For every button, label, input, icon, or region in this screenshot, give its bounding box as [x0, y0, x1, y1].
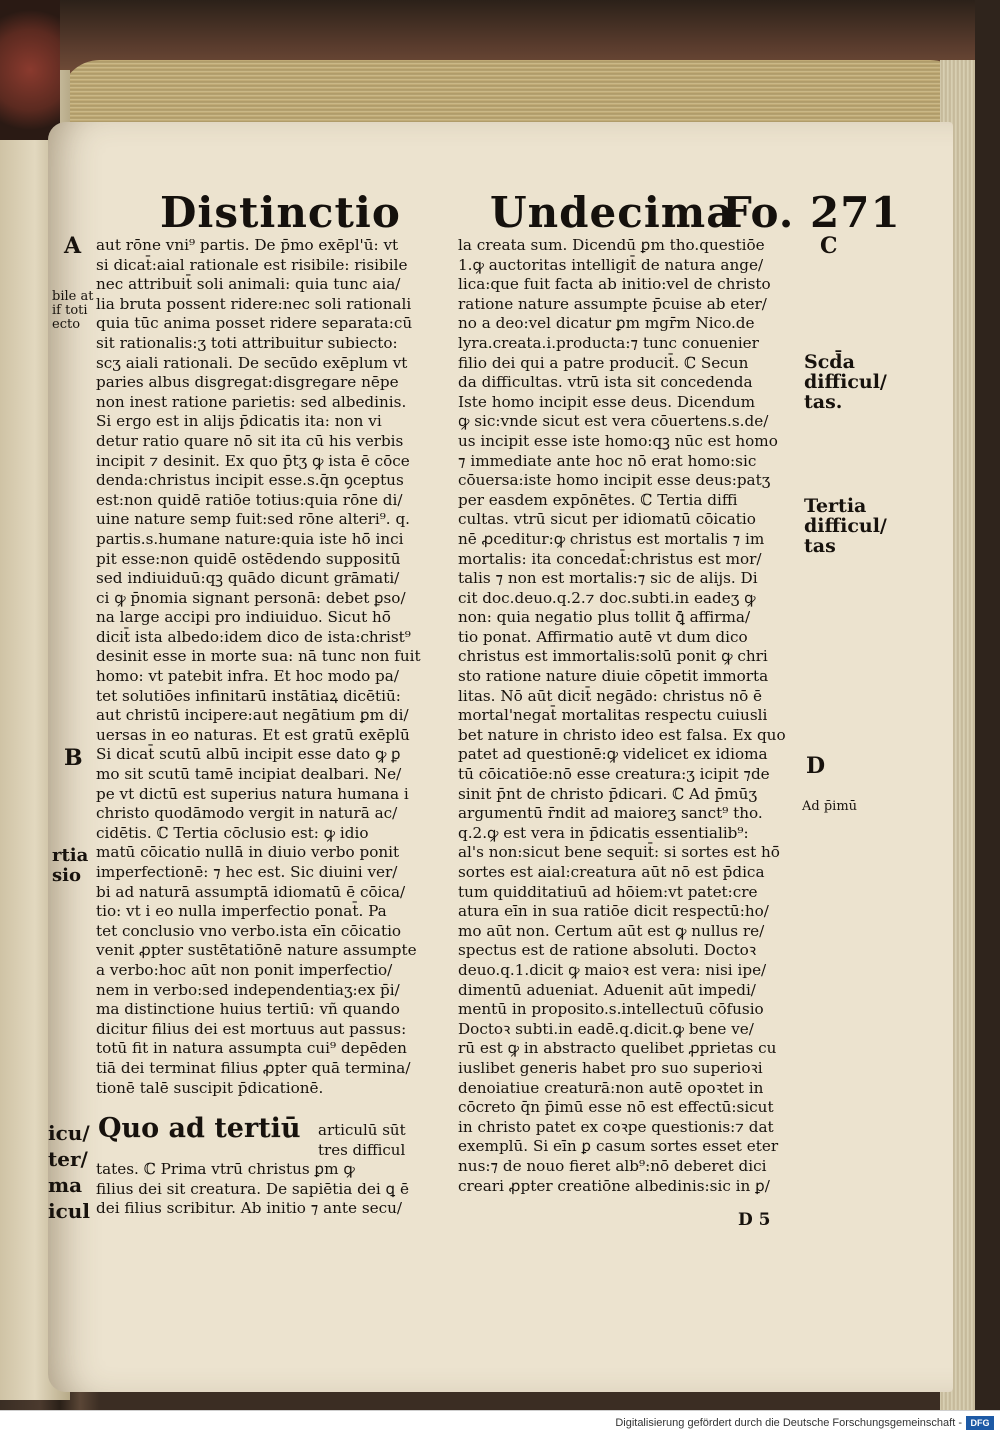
- text-line: mo sit scutū tamē incipiat dealbari. Ne/: [96, 765, 402, 784]
- text-line: in christo patet ex coꝛpe questionis:⁊ dat: [458, 1117, 774, 1136]
- text-line: dei filius scribitur. Ab initio ⁊ ante secu/: [96, 1199, 403, 1218]
- text-line: bet nature in christo ideo est falsa. Ex quo: [458, 725, 786, 744]
- text-line: si dicat̄:aial rationale est risibile: risibile: [96, 255, 408, 274]
- text-line: us incipit esse iste homo:qꝫ nūc est homo: [458, 431, 778, 450]
- text-line: sto ratione nature diuie cōpetit immorta: [458, 667, 769, 686]
- text-line: filius dei sit creatura. De sapiētia dei ꝗ ē: [96, 1179, 409, 1198]
- text-line: deuo.q.1.dicit ꝙ maioꝛ est vera: nisi ipe/: [458, 960, 767, 979]
- quo-heading-continuation: [96, 1160, 440, 1222]
- gloss-line: ter/: [48, 1147, 88, 1171]
- text-line: exemplū. Si eīn ꝑ casum sortes esset eter: [458, 1137, 779, 1156]
- text-line: detur ratio quare nō sit ita cū his verbis: [96, 431, 404, 450]
- text-line: est:non quidē ratiōe totius:quia rōne di/: [96, 490, 403, 509]
- text-line: da difficultas. vtrū ista sit concedenda: [458, 373, 753, 392]
- signature-mark: D 5: [738, 1210, 771, 1230]
- margin-line: Tertia: [804, 495, 867, 517]
- text-line: mentū in proposito.s.intellectuū cōfusio: [458, 1000, 764, 1019]
- running-head-center: Undecima: [490, 188, 735, 237]
- text-line: tio: vt i eo nulla imperfectio ponat̄. Pa: [96, 902, 387, 921]
- gloss-line: ma: [48, 1173, 83, 1197]
- text-line: pit esse:non quidē ostēdendo suppositū: [96, 549, 401, 568]
- gloss-line: icu/: [48, 1121, 90, 1145]
- text-line: sortes est aial:creatura aūt nō est p̄dica: [458, 863, 765, 881]
- text-line: totū fit in natura assumpta cui⁹ depēden: [96, 1039, 407, 1058]
- text-line: incipit ⁊ desinit. Ex quo p̄tʒ ꝙ ista ē cōce: [96, 451, 410, 470]
- text-line: 1.ꝙ auctoritas intelligit̄ de natura ange/: [458, 255, 764, 274]
- text-line: sinit p̄nt de christo p̄dicari. ℂ Ad p̄mūʒ: [458, 784, 758, 803]
- margin-letter-c: C: [820, 233, 838, 259]
- text-line: aut christū incipere:aut negātium ꝑm di/: [96, 706, 409, 725]
- text-line: tū cōicatiōe:nō esse creatura:ʒ icipit ⁊de: [458, 765, 770, 784]
- running-head-left: Distinctio: [160, 188, 401, 237]
- text-line: partis.s.humane nature:quia iste hō̄ inci: [96, 529, 404, 548]
- gloss-line: bile at: [52, 289, 94, 304]
- text-line: q.2.ꝙ est vera in p̄dicatis essentialib⁹:: [458, 823, 749, 842]
- text-line: denda:christus incipit esse.s.q̄n ꝯceptus: [96, 471, 404, 490]
- gloss-line: icul: [48, 1199, 90, 1223]
- gloss-line: sio: [52, 865, 81, 886]
- text-line: quia tūc anima posset ridere separata:cū: [96, 314, 413, 333]
- margin-ad-primum: Ad p̄imū: [802, 799, 858, 814]
- text-line: non: quia negatio plus tollit ꝗ̄ affirma/: [458, 608, 751, 627]
- footer-bar: [0, 1410, 1000, 1438]
- text-line: nus:⁊ de nouo fieret alb⁹:nō deberet dici: [458, 1156, 767, 1175]
- text-line: per easdem expōnētes. ℂ Tertia diffi: [458, 490, 738, 509]
- text-line: argumentū r̄ndit ad maioreʒ sanct⁹ tho.: [458, 804, 763, 823]
- text-line: homo: vt patebit infra. Et hoc modo pa/: [96, 667, 399, 686]
- text-line: patet ad questionē:ꝙ videlicet ex idioma: [458, 745, 768, 764]
- text-line: rū est ꝙ in abstracto quelibet ꝓprietas cu: [458, 1039, 777, 1058]
- binding-spine-left: [0, 0, 60, 140]
- text-line: mortalis: ita concedat̄:christus est mor/: [458, 549, 762, 568]
- margin-line: difficul/: [804, 515, 887, 537]
- text-line: sit rationalis:ʒ toti attribuitur subiecto:: [96, 333, 398, 352]
- dfg-logo: DFG: [966, 1416, 994, 1430]
- text-line: filio dei qui a patre producit̄. ℂ Secun: [458, 353, 749, 372]
- quo-heading-small-2: tres difficul: [318, 1141, 406, 1159]
- text-line: nē ꝓceditur:ꝙ christus est mortalis ⁊ im: [458, 529, 765, 548]
- text-line: ci ꝙ p̄nomia signant personā: debet ꝑso/: [96, 588, 406, 607]
- text-line: na large accipi pro indiuiduo. Sicut hō̄: [96, 608, 391, 627]
- margin-line: Scd̄a: [804, 351, 855, 373]
- left-gloss-3: [48, 1120, 90, 1224]
- text-line: cidētis. ℂ Tertia cōclusio est: ꝙ idio: [96, 823, 369, 842]
- text-line: non inest ratione parietis: sed albedinis.: [96, 392, 407, 411]
- footer-credit: Digitalisierung gefördert durch die Deutsche Forschungsgemeinschaft -: [615, 1417, 962, 1429]
- text-line: iuslibet generis habet pro suo superioꝛi: [458, 1058, 763, 1077]
- text-line: dicitur filius dei est mortuus aut passus:: [96, 1019, 407, 1038]
- text-line: Si dicat̄ scutū albū incipit esse dato ꝙ ꝑ: [96, 745, 401, 764]
- margin-letter-a: A: [64, 233, 82, 259]
- margin-secunda-difficultas: [804, 352, 887, 412]
- text-line: bi ad naturā assumptā idiomatū ē cōica/: [96, 882, 406, 901]
- text-line: no a deo:vel dicatur ꝑm mgr̄m Nico.de: [458, 314, 755, 333]
- margin-line: tas.: [804, 391, 843, 413]
- text-line: matū cōicatio nullā in diuio verbo ponit: [96, 843, 400, 862]
- text-line: ⁊ immediate ante hoc nō erat homo:sic: [458, 451, 757, 470]
- text-line: nem in verbo:sed independentiaʒ:ex p̄i/: [96, 980, 400, 999]
- text-line: tum quidditatiuū ad hōiem:vt patet:cre: [458, 882, 758, 901]
- text-line: atura eīn in sua ratiōe dicit respectū:ho/: [458, 902, 769, 921]
- text-line: christus est immortalis:solū ponit ꝙ chri: [458, 647, 768, 666]
- text-line: Doctoꝛ subti.in eadē.q.dicit.ꝙ bene ve/: [458, 1019, 754, 1038]
- margin-line: tas: [804, 535, 836, 557]
- gloss-line: rtia: [52, 845, 89, 866]
- text-line: Iste homo incipit esse deus. Dicendum: [458, 392, 756, 411]
- text-line: la creata sum. Dicendū ꝑm tho.questiōe: [458, 236, 765, 254]
- folio-number: Fo. 271: [722, 188, 901, 237]
- text-line: aut rōne vni⁹ partis. De p̄mo exēpl'ū: vt: [96, 236, 399, 254]
- text-line: tio ponat. Affirmatio autē vt dum dico: [458, 627, 748, 646]
- text-line: ꝙ sic:vnde sicut est vera cōuertens.s.de/: [458, 412, 769, 431]
- text-line: ma distinctione huius tertiū: vñ quando: [96, 1000, 400, 1019]
- text-line: talis ⁊ non est mortalis:⁊ sic de alijs. Di: [458, 569, 758, 588]
- gloss-line: ecto: [52, 317, 81, 332]
- text-line: tates. ℂ Prima vtrū christus ꝑm ꝙ: [96, 1160, 355, 1178]
- binding-right: [975, 0, 1000, 1410]
- text-column-right: [458, 236, 798, 1216]
- text-line: lica:que fuit facta ab initio:vel de christo: [458, 275, 771, 294]
- quo-ad-tertium-heading: Quo ad tertiū: [98, 1113, 301, 1144]
- text-line: lyra.creata.i.producta:⁊ tunc conuenier: [458, 333, 759, 352]
- text-line: litas. Nō aūt dicit̄ negādo: christus nō ē: [458, 686, 763, 705]
- margin-tertia-difficultas: [804, 496, 887, 556]
- text-line: cit doc.deuo.q.2.⁊ doc.subti.in eadeʒ ꝙ: [458, 588, 756, 607]
- text-line: spectus est de ratione absoluti. Doctoꝛ: [458, 941, 757, 960]
- margin-letter-b: B: [64, 745, 83, 771]
- text-line: imperfectionē: ⁊ hec est. Sic diuini ver/: [96, 863, 398, 881]
- text-line: mo aūt non. Certum aūt est ꝙ nullus re/: [458, 921, 765, 940]
- text-line: cōuersa:iste homo incipit esse deus:patʒ: [458, 471, 771, 490]
- text-line: christo quodāmodo vergit in naturā ac/: [96, 804, 398, 823]
- text-line: uersas in eo naturas. Et est gratū exēplū: [96, 725, 410, 744]
- text-line: cōcreto q̄n p̄imū esse nō est effectū:sicut: [458, 1098, 774, 1117]
- quo-heading-small-1: articulū sūt: [318, 1121, 406, 1139]
- text-line: tionē talē suscipit p̄dicationē.: [96, 1078, 324, 1097]
- text-line: sed indiuiduū:qꝫ quādo dicunt grāmati/: [96, 569, 400, 588]
- text-line: denoiatiue creaturā:non autē opoꝛtet in: [458, 1078, 764, 1097]
- left-gloss-1: [52, 290, 93, 332]
- text-line: tet conclusio vno verbo.ista eīn cōicatio: [96, 921, 402, 940]
- text-line: creari ꝓpter creatiōne albedinis:sic in ꝑ/: [458, 1176, 770, 1195]
- text-column-left: [96, 236, 440, 1116]
- text-line: uine nature semp fuit:sed rōne alteri⁹. q.: [96, 510, 410, 529]
- text-line: nec attribuit̄ soli animali: quia tunc aia/: [96, 275, 401, 294]
- text-line: cultas. vtrū sicut per idiomatū cōicatio: [458, 510, 756, 529]
- text-line: al's non:sicut bene sequit̄: si sortes est hō̄: [458, 843, 780, 862]
- text-line: tet solutiōes infinitarū instātiaꝝ dicētiū:: [96, 686, 401, 705]
- text-line: scʒ aiali rationali. De secūdo exēplum vt: [96, 353, 408, 372]
- left-gloss-2: [52, 846, 88, 886]
- text-line: a verbo:hoc aūt non ponit imperfectio/: [96, 960, 393, 979]
- text-line: tiā dei terminat filius ꝓpter quā termina/: [96, 1058, 411, 1077]
- text-line: desinit esse in morte sua: nā tunc non fuit: [96, 647, 421, 666]
- gloss-line: if toti: [52, 303, 88, 318]
- text-line: Si ergo est in alijs p̄dicatis ita: non vi: [96, 412, 382, 431]
- text-line: dicit̄ ista albedo:idem dico de ista:christ⁹: [96, 627, 411, 646]
- text-line: ratione nature assumpte p̄cuise ab eter/: [458, 294, 767, 313]
- text-line: venit ꝓpter sustētatiōnē nature assumpte: [96, 941, 417, 960]
- gilt-page-edge: [60, 60, 970, 130]
- margin-line: difficul/: [804, 371, 887, 393]
- text-line: paries albus disgregat:disgregare nēpe: [96, 373, 399, 392]
- text-line: pe vt dictū est superius natura humana i: [96, 784, 409, 803]
- text-line: dimentū adueniat. Aduenit aūt impedi/: [458, 980, 756, 999]
- margin-letter-d: D: [806, 753, 826, 779]
- text-line: lia bruta possent ridere:nec soli rationali: [96, 294, 412, 313]
- text-line: mortal'negat̄ mortalitas respectu cuiusli: [458, 706, 768, 725]
